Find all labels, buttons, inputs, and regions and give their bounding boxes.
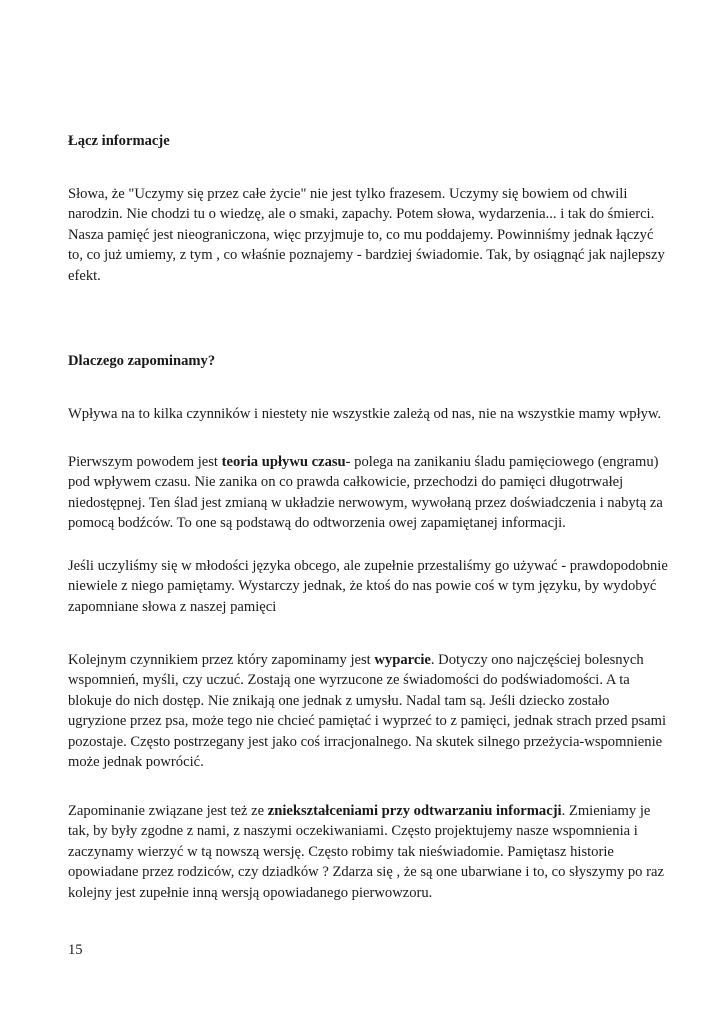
- paragraph-text: Słowa, że "Uczymy się przez całe życie" nie jest tylko frazesem. Uczymy się bowiem od chwili narodzin. Nie chodzi tu o wiedzę, ale o smaki, zapachy. Potem słowa, wydarzenia... i tak do śmierci. Nasza pamięć jest nieograniczona, więc przyjmuje to, co mu poddajemy. Powinniśmy jednak łączyć to, co już umiemy, z tym , co właśnie poznajemy - bardziej świadomie. Tak, by osiągnąć jak najlepszy efekt.: [68, 186, 665, 284]
- text-run: Pierwszym powodem jest: [68, 454, 222, 470]
- paragraph-jezyk-obcy: [68, 556, 668, 617]
- bold-term-wyparcie: wyparcie: [374, 652, 431, 668]
- bold-term-teoria-uplywu-czasu: teoria upływu czasu: [221, 454, 346, 470]
- text-run: Kolejnym czynnikiem przez który zapominamy jest: [68, 652, 375, 668]
- heading-lacz-informacje: Łącz informacje: [68, 133, 170, 149]
- section-heading-lacz-informacje: [68, 131, 668, 151]
- paragraph-znieksztalcenia: [68, 801, 668, 903]
- text-run: - polega na zanikaniu śladu pamięciowego (engramu) pod wpływem czasu. Nie zanika on co prawda całkowicie, przechodzi do pamięci długotrwałej niedostępnej. Ten ślad jest zmianą w układzie nerwowym, wywołaną przez doświadczenia i nabytą za pomocą bodźców. To one są podstawą do odtworzenia owej zapamiętanej informacji.: [68, 454, 663, 532]
- page-number: 15: [68, 942, 83, 958]
- paragraph-text: [68, 452, 668, 534]
- paragraph-czynniki: [68, 404, 668, 424]
- text-run: . Dotyczy ono najczęściej bolesnych wspomnień, myśli, czy uczuć. Zostają one wyrzucone ze świadomości do podświadomości. A ta blokuje do nich dostęp. Nie znikają one jednak z umysłu. Nadal tam są. Jeśli dziecko zostało ugryzione przez psa, może tego nie chcieć pamiętać i wyprzeć to z pamięci, jednak strach przed psami pozostaje. Często postrzegany jest jako coś irracjonalnego. Na skutek silnego przeżycia-wspomnienie może jednak powrócić.: [68, 652, 667, 771]
- paragraph-lacz-informacje: [68, 184, 668, 286]
- paragraph-text: [68, 801, 668, 903]
- heading-dlaczego-zapominamy: Dlaczego zapominamy?: [68, 353, 216, 369]
- text-run: Zapominanie związane jest też ze: [68, 803, 268, 819]
- paragraph-wyparcie: [68, 650, 668, 772]
- paragraph-text: Wpływa na to kilka czynników i niestety nie wszystkie zależą od nas, nie na wszystkie mamy wpływ.: [68, 406, 662, 422]
- paragraph-text: Jeśli uczyliśmy się w młodości języka obcego, ale zupełnie przestaliśmy go używać - prawdopodobnie niewiele z niego pamiętamy. Wystarczy jednak, że ktoś do nas powie coś w tym języku, by wydobyć zapomniane słowa z naszej pamięci: [68, 558, 668, 615]
- text-run: . Zmieniamy je tak, by były zgodne z nami, z naszymi oczekiwaniami. Często projektujemy nasze wspomnienia i zaczynamy wierzyć w tą nowszą wersję. Często robimy tak nieświadomie. Pamiętasz historie opowiadane przez rodziców, czy dziadków ? Zdarza się , że są one ubarwiane i to, co słyszymy po raz kolejny jest zupełnie inną wersją opowiadanego pierwowzoru.: [68, 803, 664, 901]
- bold-term-znieksztalcenia: zniekształceniami przy odtwarzaniu informacji: [267, 803, 562, 819]
- paragraph-teoria-uplywu-czasu: [68, 452, 668, 534]
- section-heading-dlaczego-zapominamy: [68, 351, 668, 371]
- paragraph-text: [68, 650, 668, 772]
